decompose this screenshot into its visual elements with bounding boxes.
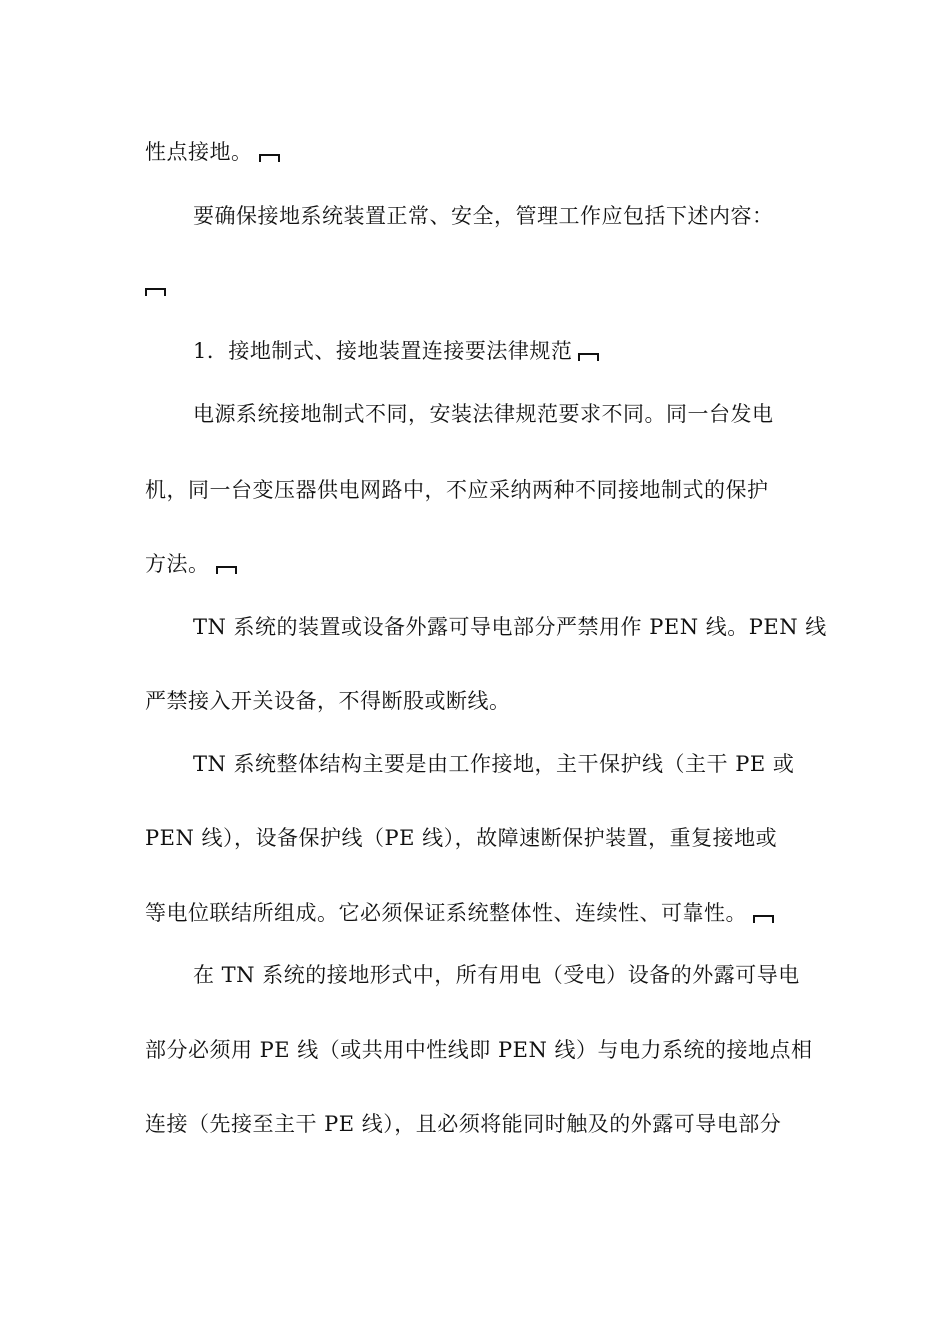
paragraph-line <box>145 681 810 721</box>
paragraph-line <box>145 1030 813 1070</box>
paragraph-line <box>145 818 810 858</box>
line-text: TN 系统的装置或设备外露可导电部分严禁用作 PEN 线。PEN 线 <box>193 615 827 639</box>
paragraph-line <box>193 744 810 784</box>
paragraph-line <box>145 470 810 510</box>
paragraph-line <box>145 893 810 933</box>
line-text: 要确保接地系统装置正常、安全，管理工作应包括下述内容： <box>193 204 774 228</box>
line-text: 方法。 <box>145 552 210 576</box>
paragraph-line <box>193 607 827 647</box>
line-text: 性点接地。 <box>145 140 253 164</box>
paragraph-mark-icon <box>578 353 597 361</box>
paragraph-line <box>145 544 810 584</box>
line-text: 电源系统接地制式不同，安装法律规范要求不同。同一台发电 <box>193 402 774 426</box>
line-text: 等电位联结所组成。它必须保证系统整体性、连续性、可靠性。 <box>145 901 747 925</box>
line-text: 在 TN 系统的接地形式中，所有用电（受电）设备的外露可导电 <box>193 963 800 987</box>
paragraph-mark-icon <box>145 288 164 296</box>
paragraph-line <box>193 196 810 236</box>
line-text: 机，同一台变压器供电网路中，不应采纳两种不同接地制式的保护 <box>145 478 769 502</box>
paragraph-line <box>193 955 810 995</box>
line-text: 连接（先接至主干 PE 线），且必须将能同时触及的外露可导电部分 <box>145 1112 782 1136</box>
line-text: 部分必须用 PE 线（或共用中性线即 PEN 线）与电力系统的接地点相 <box>145 1038 813 1062</box>
line-text: TN 系统整体结构主要是由工作接地，主干保护线（主干 PE 或 <box>193 752 795 776</box>
paragraph-mark-icon <box>753 915 772 923</box>
paragraph-line <box>193 394 810 434</box>
paragraph-line <box>145 1104 810 1144</box>
paragraph-mark-icon <box>216 566 235 574</box>
line-text: 严禁接入开关设备，不得断股或断线。 <box>145 689 511 713</box>
section-heading <box>193 331 810 371</box>
paragraph-line <box>145 132 810 172</box>
paragraph-mark-icon <box>259 154 278 162</box>
line-text: 1．接地制式、接地装置连接要法律规范 <box>193 339 573 363</box>
line-text: PEN 线），设备保护线（PE 线），故障速断保护装置，重复接地或 <box>145 826 778 850</box>
